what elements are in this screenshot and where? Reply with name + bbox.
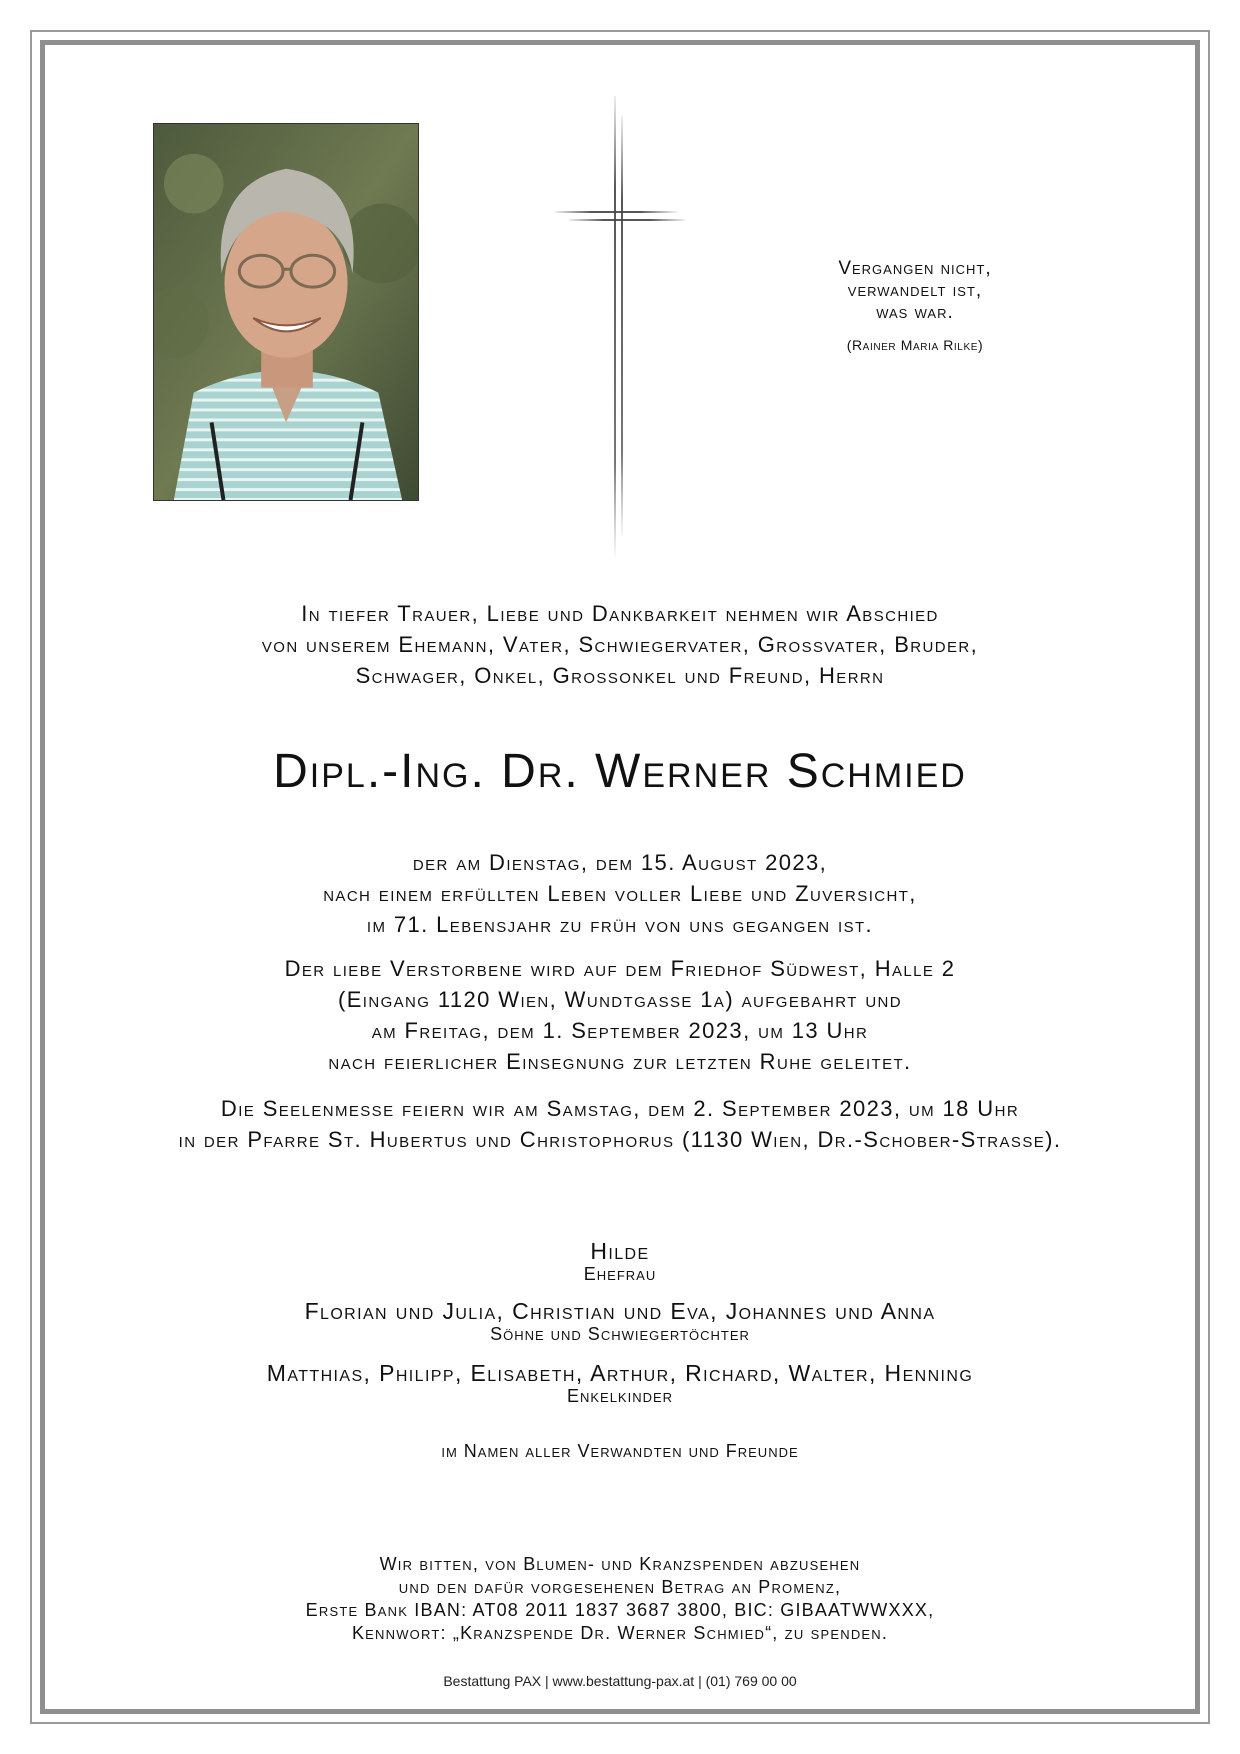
funeral-line: (Eingang 1120 Wien, Wundtgasse 1a) aufgebahrt und (337, 987, 903, 1012)
portrait-photo (153, 123, 419, 501)
funeral-home-footer: Bestattung PAX | www.bestattung-pax.at | (01) 769 00 00 (443, 1673, 797, 1689)
grandchildren-role: Enkelkinder (566, 1386, 674, 1406)
death-paragraph (60, 847, 1180, 940)
death-line: der am Dienstag, dem 15. August 2023, (412, 850, 828, 875)
donation-paragraph (60, 1553, 1180, 1645)
cross-icon (555, 96, 685, 556)
mass-line: Die Seelenmesse feiern wir am Samstag, dem 2. September 2023, um 18 Uhr (220, 1096, 1020, 1121)
donation-line: und den dafür vorgesehenen Betrag an Promenz, (398, 1577, 842, 1597)
mass-paragraph (60, 1093, 1180, 1155)
funeral-paragraph (60, 953, 1180, 1077)
rilke-quote (780, 258, 1050, 356)
intro-line: Schwager, Onkel, Grossonkel und Freund, Herrn (355, 663, 885, 688)
funeral-line: am Freitag, dem 1. September 2023, um 13 Uhr (371, 1018, 869, 1043)
grandchildren-names: Matthias, Philipp, Elisabeth, Arthur, Richard, Walter, Henning (266, 1360, 974, 1386)
intro-line: In tiefer Trauer, Liebe und Dankbarkeit nehmen wir Abschied (301, 601, 939, 626)
mourner-wife (60, 1238, 1180, 1284)
quote-source: (Rainer Maria Rilke) (846, 337, 984, 353)
mass-line: in der Pfarre St. Hubertus und Christophorus (1130 Wien, Dr.-Schober-Strasse). (178, 1127, 1062, 1152)
quote-line: verwandelt ist, (847, 280, 983, 301)
wife-name: Hilde (590, 1238, 650, 1264)
quote-line: Vergangen nicht, (838, 258, 992, 279)
relatives-line: im Namen aller Verwandten und Freunde (441, 1441, 799, 1461)
death-line: im 71. Lebensjahr zu früh von uns gegangen ist. (366, 912, 874, 937)
donation-line: Erste Bank IBAN: AT08 2011 1837 3687 3800, BIC: GIBAATWWXXX, (305, 1600, 935, 1620)
funeral-line: Der liebe Verstorbene wird auf dem Friedhof Südwest, Halle 2 (284, 956, 956, 981)
intro-line: von unserem Ehemann, Vater, Schwiegervater, Grossvater, Bruder, (261, 632, 979, 657)
wife-role: Ehefrau (583, 1264, 657, 1284)
donation-line: Kennwort: „Kranzspende Dr. Werner Schmied“, zu spenden. (351, 1623, 889, 1643)
funeral-line: nach feierlicher Einsegnung zur letzten Ruhe geleitet. (328, 1049, 912, 1074)
children-names: Florian und Julia, Christian und Eva, Johannes und Anna (304, 1298, 936, 1324)
mourner-children (60, 1298, 1180, 1344)
donation-line: Wir bitten, von Blumen- und Kranzspenden abzusehen (379, 1554, 861, 1574)
quote-line: was war. (876, 302, 954, 323)
death-line: nach einem erfüllten Leben voller Liebe und Zuversicht, (323, 881, 917, 906)
intro-paragraph (60, 598, 1180, 691)
mourner-grandchildren (60, 1360, 1180, 1406)
children-role: Söhne und Schwiegertöchter (490, 1324, 750, 1344)
deceased-name: Dipl.-Ing. Dr. Werner Schmied (273, 745, 967, 798)
